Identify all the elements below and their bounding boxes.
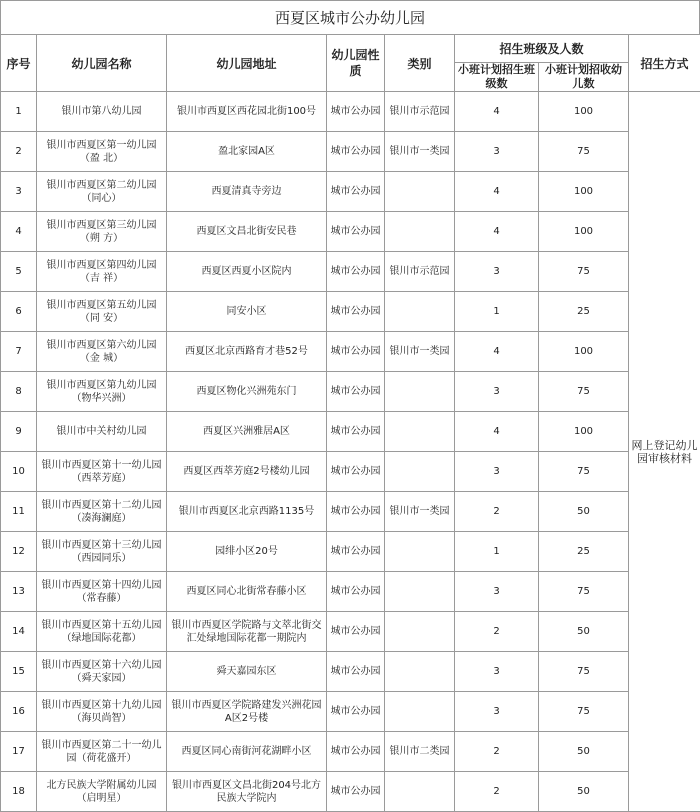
header-address: 幼儿园地址	[167, 35, 327, 92]
kindergarten-category: 银川市示范园	[385, 252, 455, 292]
row-index: 5	[1, 252, 37, 292]
planned-classes: 3	[455, 692, 539, 732]
planned-children: 100	[539, 332, 629, 372]
kindergarten-category: 银川市示范园	[385, 92, 455, 132]
kindergarten-category	[385, 412, 455, 452]
table-row	[1, 292, 700, 332]
kindergarten-address: 西夏区兴洲雅居A区	[167, 412, 327, 452]
planned-classes: 3	[455, 452, 539, 492]
kindergarten-nature: 城市公办园	[327, 612, 385, 652]
table-row	[1, 452, 700, 492]
planned-children: 100	[539, 92, 629, 132]
kindergarten-address: 西夏区西萃芳庭2号楼幼儿园	[167, 452, 327, 492]
planned-children: 75	[539, 132, 629, 172]
header-classes: 小班计划招生班级数	[455, 63, 539, 92]
row-index: 13	[1, 572, 37, 612]
row-index: 2	[1, 132, 37, 172]
table-row	[1, 172, 700, 212]
planned-classes: 3	[455, 372, 539, 412]
planned-classes: 4	[455, 412, 539, 452]
planned-children: 50	[539, 612, 629, 652]
kindergarten-category	[385, 612, 455, 652]
kindergarten-nature: 城市公办园	[327, 772, 385, 812]
table-row	[1, 532, 700, 572]
table-row	[1, 132, 700, 172]
header-method: 招生方式	[629, 35, 700, 92]
kindergarten-table	[0, 34, 700, 812]
row-index: 17	[1, 732, 37, 772]
header-name: 幼儿园名称	[37, 35, 167, 92]
row-index: 18	[1, 772, 37, 812]
table-row	[1, 252, 700, 292]
kindergarten-nature: 城市公办园	[327, 332, 385, 372]
kindergarten-address: 西夏区同心北街常春藤小区	[167, 572, 327, 612]
header-nature: 幼儿园性质	[327, 35, 385, 92]
kindergarten-address: 银川市西夏区北京西路1135号	[167, 492, 327, 532]
header-children: 小班计划招收幼儿数	[539, 63, 629, 92]
kindergarten-nature: 城市公办园	[327, 652, 385, 692]
kindergarten-name: 银川市中关村幼儿园	[37, 412, 167, 452]
planned-classes: 3	[455, 132, 539, 172]
planned-children: 75	[539, 572, 629, 612]
kindergarten-address: 银川市西夏区学院路与文萃北街交汇处绿地国际花都一期院内	[167, 612, 327, 652]
row-index: 14	[1, 612, 37, 652]
table-row	[1, 372, 700, 412]
row-index: 16	[1, 692, 37, 732]
kindergarten-name: 银川市西夏区第四幼儿园（吉 祥）	[37, 252, 167, 292]
planned-classes: 2	[455, 732, 539, 772]
kindergarten-nature: 城市公办园	[327, 172, 385, 212]
kindergarten-category: 银川市一类园	[385, 132, 455, 172]
row-index: 12	[1, 532, 37, 572]
table-row	[1, 492, 700, 532]
kindergarten-address: 银川市西夏区文昌北街204号北方民族大学院内	[167, 772, 327, 812]
planned-children: 50	[539, 492, 629, 532]
kindergarten-address: 银川市西夏区学院路建发兴洲花园A区2号楼	[167, 692, 327, 732]
table-row	[1, 212, 700, 252]
kindergarten-nature: 城市公办园	[327, 572, 385, 612]
page-title: 西夏区城市公办幼儿园	[0, 0, 700, 34]
row-index: 7	[1, 332, 37, 372]
table-row	[1, 332, 700, 372]
row-index: 8	[1, 372, 37, 412]
kindergarten-category	[385, 772, 455, 812]
table-row	[1, 692, 700, 732]
planned-children: 75	[539, 252, 629, 292]
kindergarten-name: 银川市西夏区第十三幼儿园（西园同乐）	[37, 532, 167, 572]
kindergarten-address: 西夏区北京西路育才巷52号	[167, 332, 327, 372]
planned-classes: 2	[455, 612, 539, 652]
table-row	[1, 572, 700, 612]
kindergarten-name: 银川市西夏区第三幼儿园（朔 方）	[37, 212, 167, 252]
planned-classes: 3	[455, 572, 539, 612]
kindergarten-address: 西夏清真寺旁边	[167, 172, 327, 212]
kindergarten-category	[385, 292, 455, 332]
kindergarten-name: 银川市西夏区第二幼儿园（同心）	[37, 172, 167, 212]
kindergarten-name: 银川市西夏区第十六幼儿园（舜天家园）	[37, 652, 167, 692]
table-row	[1, 772, 700, 812]
table-row	[1, 412, 700, 452]
kindergarten-name: 银川市西夏区第二十一幼儿园（荷花盛开）	[37, 732, 167, 772]
header-category: 类别	[385, 35, 455, 92]
kindergarten-name: 银川市西夏区第六幼儿园（金 城）	[37, 332, 167, 372]
planned-children: 75	[539, 372, 629, 412]
planned-children: 50	[539, 772, 629, 812]
header-index: 序号	[1, 35, 37, 92]
kindergarten-category	[385, 692, 455, 732]
planned-classes: 2	[455, 492, 539, 532]
kindergarten-nature: 城市公办园	[327, 492, 385, 532]
kindergarten-nature: 城市公办园	[327, 452, 385, 492]
kindergarten-nature: 城市公办园	[327, 292, 385, 332]
kindergarten-name: 银川市第八幼儿园	[37, 92, 167, 132]
planned-classes: 4	[455, 332, 539, 372]
kindergarten-address: 舜天嘉园东区	[167, 652, 327, 692]
kindergarten-name: 银川市西夏区第十九幼儿园（海贝尚智）	[37, 692, 167, 732]
kindergarten-name: 北方民族大学附属幼儿园（启明星）	[37, 772, 167, 812]
kindergarten-category	[385, 532, 455, 572]
planned-classes: 3	[455, 652, 539, 692]
kindergarten-address: 银川市西夏区西花园北街100号	[167, 92, 327, 132]
kindergarten-nature: 城市公办园	[327, 532, 385, 572]
planned-children: 75	[539, 652, 629, 692]
kindergarten-address: 西夏区西夏小区院内	[167, 252, 327, 292]
kindergarten-nature: 城市公办园	[327, 692, 385, 732]
kindergarten-category: 银川市二类园	[385, 732, 455, 772]
kindergarten-address: 同安小区	[167, 292, 327, 332]
planned-children: 50	[539, 732, 629, 772]
kindergarten-category	[385, 212, 455, 252]
planned-children: 25	[539, 292, 629, 332]
planned-children: 25	[539, 532, 629, 572]
kindergarten-address: 西夏区文昌北街安民巷	[167, 212, 327, 252]
row-index: 11	[1, 492, 37, 532]
kindergarten-nature: 城市公办园	[327, 372, 385, 412]
kindergarten-address: 西夏区同心南街河花湖畔小区	[167, 732, 327, 772]
kindergarten-name: 银川市西夏区第十一幼儿园（西萃芳庭）	[37, 452, 167, 492]
header-enroll-group: 招生班级及人数	[455, 35, 629, 63]
kindergarten-address: 西夏区物化兴洲苑东门	[167, 372, 327, 412]
kindergarten-name: 银川市西夏区第十二幼儿园（凑海澜庭）	[37, 492, 167, 532]
table-row	[1, 92, 700, 132]
row-index: 3	[1, 172, 37, 212]
kindergarten-nature: 城市公办园	[327, 212, 385, 252]
kindergarten-category	[385, 452, 455, 492]
row-index: 6	[1, 292, 37, 332]
planned-classes: 1	[455, 292, 539, 332]
kindergarten-nature: 城市公办园	[327, 132, 385, 172]
kindergarten-category	[385, 172, 455, 212]
planned-children: 100	[539, 212, 629, 252]
table-row	[1, 612, 700, 652]
kindergarten-category: 银川市一类园	[385, 492, 455, 532]
kindergarten-nature: 城市公办园	[327, 412, 385, 452]
planned-children: 75	[539, 452, 629, 492]
planned-children: 100	[539, 412, 629, 452]
planned-classes: 3	[455, 252, 539, 292]
kindergarten-name: 银川市西夏区第十五幼儿园（绿地国际花都）	[37, 612, 167, 652]
kindergarten-address: 盈北家园A区	[167, 132, 327, 172]
kindergarten-name: 银川市西夏区第九幼儿园（物华兴洲）	[37, 372, 167, 412]
kindergarten-category: 银川市一类园	[385, 332, 455, 372]
planned-classes: 4	[455, 212, 539, 252]
row-index: 1	[1, 92, 37, 132]
row-index: 9	[1, 412, 37, 452]
row-index: 4	[1, 212, 37, 252]
planned-children: 75	[539, 692, 629, 732]
table-row	[1, 652, 700, 692]
kindergarten-name: 银川市西夏区第五幼儿园（同 安）	[37, 292, 167, 332]
kindergarten-nature: 城市公办园	[327, 92, 385, 132]
enrollment-method: 网上登记幼儿园审核材料	[629, 92, 700, 812]
kindergarten-address: 园绯小区20号	[167, 532, 327, 572]
kindergarten-category	[385, 572, 455, 612]
planned-classes: 2	[455, 772, 539, 812]
kindergarten-category	[385, 372, 455, 412]
planned-classes: 1	[455, 532, 539, 572]
row-index: 10	[1, 452, 37, 492]
kindergarten-nature: 城市公办园	[327, 732, 385, 772]
kindergarten-name: 银川市西夏区第一幼儿园（盈 北）	[37, 132, 167, 172]
kindergarten-category	[385, 652, 455, 692]
table-row	[1, 732, 700, 772]
kindergarten-name: 银川市西夏区第十四幼儿园（常春藤）	[37, 572, 167, 612]
planned-classes: 4	[455, 92, 539, 132]
kindergarten-nature: 城市公办园	[327, 252, 385, 292]
planned-children: 100	[539, 172, 629, 212]
row-index: 15	[1, 652, 37, 692]
planned-classes: 4	[455, 172, 539, 212]
